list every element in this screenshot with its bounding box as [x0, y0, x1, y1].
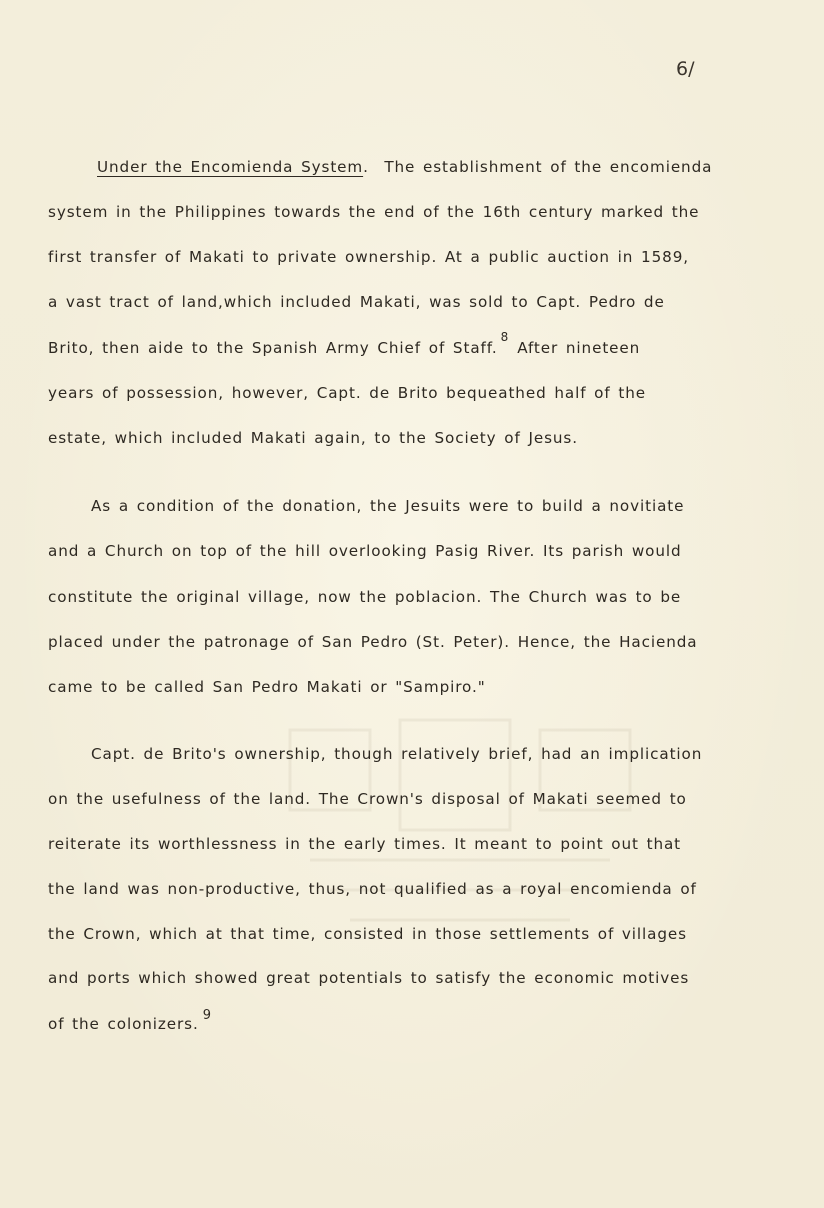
footnote-marker-9: 9 [202, 1008, 212, 1023]
paragraph-3-line-7-text: of the colonizers. [48, 1015, 199, 1033]
paragraph-2-line-2: and a Church on top of the hill overlooking Pasig River. Its parish would [48, 542, 682, 560]
paragraph-1-line-3: first transfer of Makati to private ownership. At a public auction in 1589, [48, 248, 690, 266]
paragraph-1-line-5-tail: After nineteen [517, 339, 641, 357]
paragraph-1-line-5-text: Brito, then aide to the Spanish Army Chief of Staff. [48, 339, 498, 357]
paragraph-1-line-2: system in the Philippines towards the end of the 16th century marked the [48, 203, 700, 221]
footnote-marker-8: 8 [500, 330, 510, 344]
section-heading-period: . [363, 158, 369, 176]
paragraph-3-line-6: and ports which showed great potentials to satisfy the economic motives [48, 969, 690, 987]
paragraph-3-line-4: the land was non-productive, thus, not qualified as a royal encomienda of [48, 880, 697, 898]
page-number: 6/ [676, 58, 695, 80]
watermark-emblem-icon [250, 690, 670, 950]
paragraph-1-line-1-text: The establishment of the encomienda [384, 158, 713, 176]
paragraph-1-line-7: estate, which included Makati again, to the Society of Jesus. [48, 429, 578, 447]
paragraph-2-line-1: As a condition of the donation, the Jesuits were to build a novitiate [91, 497, 685, 515]
paragraph-2-line-3: constitute the original village, now the poblacion. The Church was to be [48, 588, 682, 606]
paragraph-3-line-3: reiterate its worthlessness in the early times. It meant to point out that [48, 835, 682, 853]
paragraph-3-line-7 [48, 1008, 212, 1033]
paragraph-1-line-1 [97, 158, 712, 176]
section-heading: Under the Encomienda System [97, 158, 364, 176]
paragraph-1-line-5 [48, 330, 641, 357]
paragraph-2-line-5: came to be called San Pedro Makati or "Sampiro." [48, 678, 486, 696]
paragraph-1-line-6: years of possession, however, Capt. de Brito bequeathed half of the [48, 384, 646, 402]
paragraph-2-line-4: placed under the patronage of San Pedro (St. Peter). Hence, the Hacienda [48, 633, 698, 651]
paragraph-3-line-1: Capt. de Brito's ownership, though relatively brief, had an implication [91, 745, 703, 763]
paragraph-3-line-2: on the usefulness of the land. The Crown's disposal of Makati seemed to [48, 790, 687, 808]
paragraph-3-line-5: the Crown, which at that time, consisted in those settlements of villages [48, 925, 687, 943]
paragraph-1-line-4: a vast tract of land,which included Makati, was sold to Capt. Pedro de [48, 293, 665, 311]
